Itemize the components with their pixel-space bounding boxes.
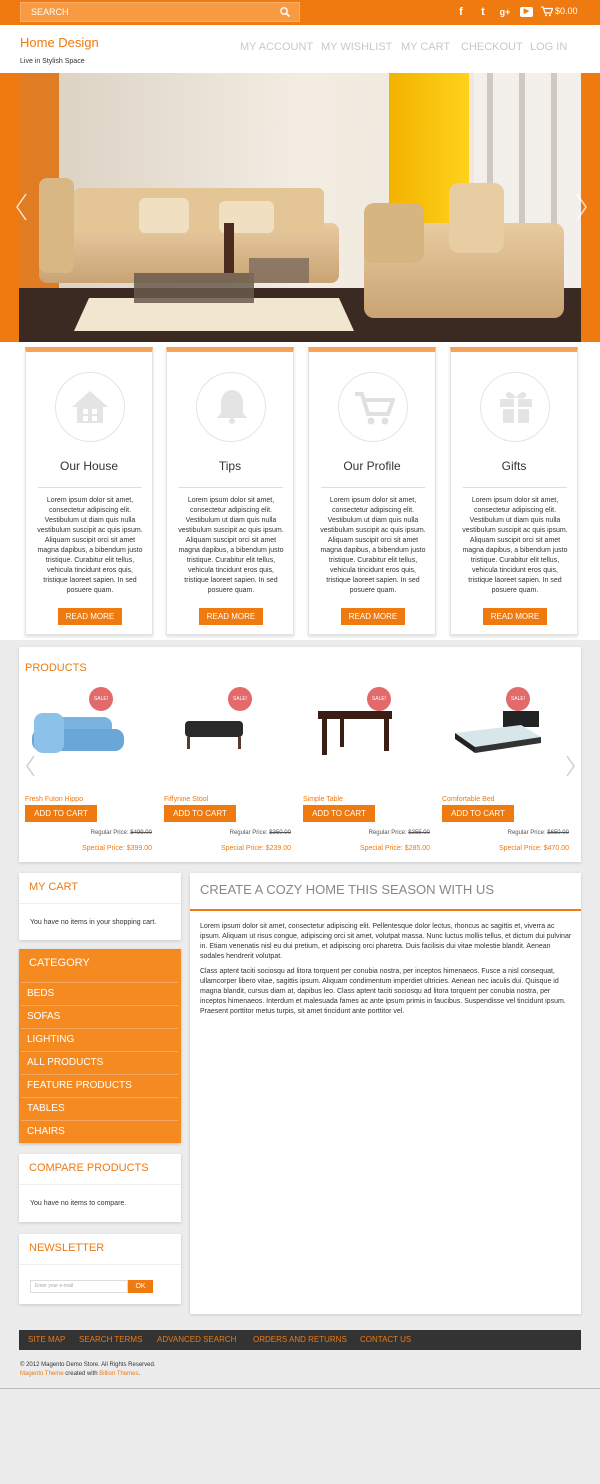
category-title: CATEGORY [29,957,90,969]
special-price: Special Price: $285.00 [359,845,430,852]
feature-text: Lorem ipsum dolor sit amet, consectetur adipiscing elit. Vestibulum ut diam quis nulla vestibulum suscipit ac quis ipsum. Aliquam suscipit orci sit amet magna dapibus, a bibendum justo tristique. Curabitur elit tellus, vehicula tincidunt eros quis, tristique laoreet sapien. In sed posuere quam. [178,497,284,594]
compare-block [19,1154,181,1222]
regular-price: Regular Price: $499.00 [90,830,152,836]
product-image[interactable] [441,703,545,763]
special-price: Special Price: $470.00 [498,845,569,852]
google-plus-icon[interactable]: g+ [499,7,511,17]
products-heading: PRODUCTS [25,662,87,674]
add-to-cart-button[interactable]: ADD TO CART [164,805,236,822]
footer-link-site-map[interactable]: SITE MAP [28,1335,66,1344]
product-item [436,683,575,858]
product-name[interactable]: Fresh Futon Hippo [25,796,83,803]
tumblr-icon[interactable]: t [481,6,485,18]
product-item [158,683,297,858]
site-header [0,25,600,73]
hero-image [19,73,581,342]
regular-price: Regular Price: $350.00 [229,830,291,836]
divider [19,1264,181,1265]
divider [19,1184,181,1185]
feature-card [308,347,436,635]
regular-price: Regular Price: $650.00 [507,830,569,836]
feature-icon-circle [480,372,550,442]
cart-total[interactable]: $0.00 [555,6,578,16]
feature-title: Our Profile [343,459,401,473]
feature-title: Tips [218,459,242,473]
hero-slider [0,73,600,342]
content-paragraph: Class aptent taciti sociosqu ad litora torquent per conubia nostra, per inceptos himenaeos. Fusce a nisl consequat, ullamcorper libero vitae, sagittis ipsum. Aliquam condimentum imperdiet ultricies. Aenean nec iaculis dui. Quisque id magna blandit, cursus diam at, dapibus leo. Class aptent taciti sociosqu ad litora torquent per conubia nostra, per inceptos himenaeos. Interdum et malesuada fames ac ante ipsum primis in faucibus. Suspendisse vel tincidunt ipsum. Praesent porttitor metus turpis, sit amet tincidunt ante porttitor vel. [200,968,566,1015]
search-box[interactable] [20,2,300,22]
magento-theme-link[interactable]: Magento Theme [20,1371,64,1377]
sale-badge: SALE! [228,687,252,711]
products-section [19,647,581,862]
hero-prev-arrow[interactable] [15,193,27,221]
category-item-sofas[interactable]: SOFAS [21,1005,178,1027]
special-price: Special Price: $399.00 [81,845,152,852]
billion-themes-link[interactable]: Billion Themes [99,1371,139,1377]
add-to-cart-button[interactable]: ADD TO CART [303,805,375,822]
read-more-button[interactable]: READ MORE [341,608,405,625]
sale-badge: SALE! [89,687,113,711]
bottom-divider [0,1388,600,1389]
feature-icon-circle [196,372,266,442]
footer-link-search-terms[interactable]: SEARCH TERMS [79,1335,143,1344]
content-title: CREATE A COZY HOME THIS SEASON WITH US [200,882,494,897]
divider [38,487,142,488]
product-name[interactable]: Simple Table [303,796,343,803]
sale-badge: SALE! [506,687,530,711]
divider [19,903,181,904]
feature-card [25,347,153,635]
my-cart-title: MY CART [29,881,79,893]
gift-icon [496,386,536,426]
nav-log-in[interactable]: LOG IN [530,41,568,53]
category-item-tables[interactable]: TABLES [21,1097,178,1119]
house-icon [70,387,110,427]
nav-my-cart[interactable]: MY CART [401,41,451,53]
feature-card [450,347,578,635]
title-underline [190,909,581,911]
add-to-cart-button[interactable]: ADD TO CART [25,805,97,822]
content-paragraph: Lorem ipsum dolor sit amet, consectetur adipiscing elit. Pellentesque dolor lectus, rhoncus ac sagittis et, viverra ac ipsum. Aliquam ut risus congue, adipiscing orci sit amet, volutpat massa. Nunc luctus mollis tellus, et dictum dui pulvinar in. Etiam venenatis nisl eu dui pretium, et adipiscing orci pharetra. Duis facilisis dui vitae molestie blandit. Aenean sodales hendrerit volutpat. [200,923,572,960]
product-image[interactable] [24,703,128,763]
product-image[interactable] [163,703,267,763]
regular-price: Regular Price: $355.00 [368,830,430,836]
footer-links-bar [19,1330,581,1350]
compare-empty-text: You have no items to compare. [30,1200,127,1207]
category-item-beds[interactable]: BEDS [21,982,178,1004]
product-item [297,683,436,858]
add-to-cart-button[interactable]: ADD TO CART [442,805,514,822]
read-more-button[interactable]: READ MORE [58,608,122,625]
footer-link-contact-us[interactable]: CONTACT US [360,1335,412,1344]
feature-title: Our House [59,459,119,473]
nav-my-wishlist[interactable]: MY WISHLIST [321,41,393,53]
cart-icon [353,388,395,428]
footer-link-orders-returns[interactable]: ORDERS AND RETURNS [253,1335,347,1344]
read-more-button[interactable]: READ MORE [199,608,263,625]
product-item [19,683,158,858]
feature-icon-circle [55,372,125,442]
theme-credit: Magento Theme created with Billion Themes. [20,1371,141,1377]
newsletter-block [19,1234,181,1304]
feature-text: Lorem ipsum dolor sit amet, consectetur adipiscing elit. Vestibulum ut diam quis nulla vestibulum suscipit ac quis ipsum. Aliquam suscipit orci sit amet magna dapibus, a bibendum justo tristique. Curabitur elit tellus, vehicula tincidunt eros quis, tristique laoreet sapien. In sed posuere quam. [37,497,143,594]
feature-title: Gifts [501,459,527,473]
newsletter-email-input[interactable]: Enter your e-mail [30,1280,128,1293]
logo[interactable]: Home Design [20,35,99,50]
my-cart-block [19,873,181,940]
category-item-feature-products[interactable]: FEATURE PRODUCTS [21,1074,178,1096]
product-name[interactable]: Comfortable Bed [442,796,495,803]
newsletter-title: NEWSLETTER [29,1242,105,1254]
bell-icon [212,386,252,426]
footer-link-advanced-search[interactable]: ADVANCED SEARCH [157,1335,237,1344]
tagline: Live in Stylish Space [20,58,85,65]
special-price: Special Price: $239.00 [220,845,291,852]
search-input[interactable]: SEARCH [31,7,69,17]
sale-badge: SALE! [367,687,391,711]
read-more-button[interactable]: READ MORE [483,608,547,625]
category-item-chairs[interactable]: CHAIRS [21,1120,178,1142]
divider [463,487,567,488]
search-icon[interactable] [279,6,291,18]
feature-card [166,347,294,635]
category-item-lighting[interactable]: LIGHTING [21,1028,178,1050]
cart-empty-text: You have no items in your shopping cart. [30,919,157,926]
cart-icon[interactable] [541,6,553,17]
product-name[interactable]: Fiffynine Stool [164,796,209,803]
feature-icon-circle [338,372,408,442]
nav-checkout[interactable]: CHECKOUT [461,41,523,53]
compare-title: COMPARE PRODUCTS [29,1162,149,1174]
youtube-icon[interactable]: ▶ [520,7,533,17]
category-block [19,949,181,1143]
hero-next-arrow[interactable] [576,193,588,221]
facebook-icon[interactable]: f [459,6,463,18]
main-content [190,873,581,1314]
divider [179,487,283,488]
divider [321,487,425,488]
feature-text: Lorem ipsum dolor sit amet, consectetur adipiscing elit. Vestibulum ut diam quis nulla vestibulum suscipit ac quis ipsum. Aliquam suscipit orci sit amet magna dapibus, a bibendum justo tristique. Curabitur elit tellus, vehicula tincidunt eros quis, tristique laoreet sapien. In sed posuere quam. [462,497,568,594]
newsletter-ok-button[interactable]: OK [128,1280,153,1293]
product-image[interactable] [302,703,406,763]
nav-my-account[interactable]: MY ACCOUNT [240,41,314,53]
feature-text: Lorem ipsum dolor sit amet, consectetur adipiscing elit. Vestibulum ut diam quis nulla vestibulum suscipit ac quis ipsum. Aliquam suscipit orci sit amet magna dapibus, a bibendum justo tristique. Curabitur elit tellus, vehicula tincidunt eros quis, tristique laoreet sapien. In sed posuere quam. [320,497,426,594]
top-bar [0,0,600,25]
copyright: © 2012 Magento Demo Store. All Rights Reserved. [20,1362,156,1368]
category-item-all-products[interactable]: ALL PRODUCTS [21,1051,178,1073]
